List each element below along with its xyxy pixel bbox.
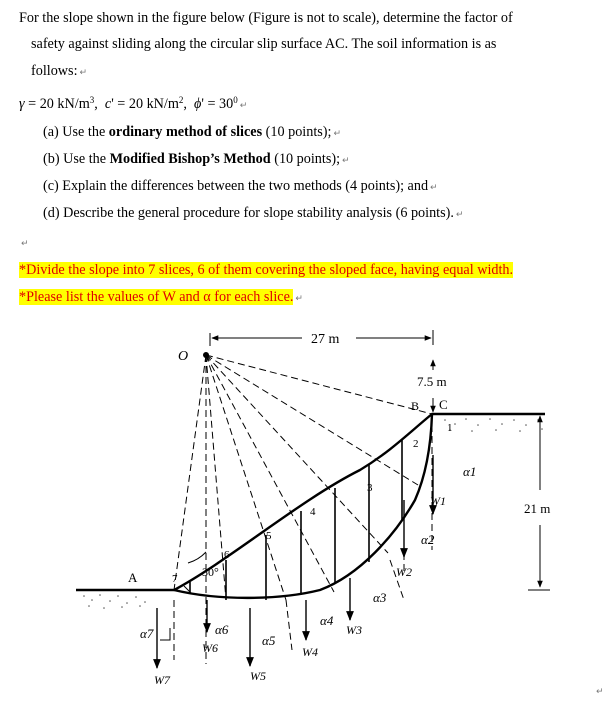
gamma-symbol: γ <box>19 96 25 112</box>
weight-1-label: W1 <box>430 494 446 508</box>
alpha-5-label: α5 <box>262 633 276 648</box>
center-label: O <box>178 349 189 364</box>
paragraph-mark-icon: ↵ <box>342 156 350 166</box>
part-a-post: (10 points); <box>262 124 332 140</box>
part-d-text: (d) Describe the general procedure for slope stability analysis (6 points). <box>43 205 454 221</box>
slice-number-1: 1 <box>447 422 453 434</box>
slice-number-7: 7 <box>172 573 178 585</box>
intro-line-2: safety against sliding along the circular slip surface AC. The soil information is as <box>31 36 497 52</box>
paragraph-mark-icon: ↵ <box>430 183 438 193</box>
paragraph-mark-icon: ↵ <box>333 129 341 139</box>
alpha-3-label: α3 <box>373 590 387 605</box>
intro-line-1: For the slope shown in the figure below (Figure is not to scale), determine the factor of <box>19 10 513 26</box>
alpha-4-label: α4 <box>320 613 334 628</box>
alpha-2-label: α2 <box>421 532 435 547</box>
dimension-lines <box>160 330 550 640</box>
c-value: ' = 20 kN/m <box>111 96 179 112</box>
paragraph-mark-icon: ↵ <box>21 239 29 249</box>
weight-7-label: W7 <box>154 673 170 687</box>
gamma-value: = 20 kN/m <box>24 96 90 112</box>
angle-arc <box>188 552 206 563</box>
angle-label: 30° <box>202 565 219 579</box>
part-c-text: (c) Explain the differences between the two methods (4 points); and <box>43 178 429 194</box>
end-paragraph <box>594 682 604 701</box>
phi-value: ' = 30 <box>201 96 234 112</box>
alpha-6-label: α6 <box>215 622 229 637</box>
weight-4-label: W4 <box>302 645 318 659</box>
paragraph-mark-icon: ↵ <box>79 68 88 78</box>
paragraph-mark-icon: ↵ <box>239 101 248 111</box>
center-point <box>203 352 209 358</box>
weight-arrows <box>157 455 433 668</box>
part-a-bold: ordinary method of slices <box>108 124 263 140</box>
point-b-label: B <box>411 399 420 413</box>
dim-top-label: 7.5 m <box>417 374 447 389</box>
part-b-pre: (b) Use the <box>43 151 110 167</box>
gamma-exponent: 3 <box>89 95 95 105</box>
slice-number-5: 5 <box>266 530 272 542</box>
slice-number-2: 2 <box>413 438 419 450</box>
weight-5-label: W5 <box>250 669 266 683</box>
phi-symbol: ϕ <box>194 96 202 112</box>
part-a-pre: (a) Use the <box>43 124 109 140</box>
dim-height-label: 21 m <box>524 501 551 516</box>
weight-2-label: W2 <box>396 565 412 579</box>
point-a-label: A <box>128 570 138 585</box>
dim-width-label: 27 m <box>311 332 340 347</box>
alpha-1-label: α1 <box>463 464 477 479</box>
intro-line-3-text: follows: <box>31 63 78 79</box>
weight-3-label: W3 <box>346 623 362 637</box>
paragraph-mark-icon: ↵ <box>596 687 604 697</box>
figure-labels <box>128 332 550 687</box>
part-b-bold: Modified Bishop’s Method <box>109 151 271 167</box>
slice-number-3: 3 <box>367 482 373 494</box>
weight-6-label: W6 <box>202 641 218 655</box>
point-c-label: C <box>439 397 448 412</box>
part-b-post: (10 points); <box>270 151 341 167</box>
alpha-7-label: α7 <box>140 626 154 641</box>
c-symbol: c <box>104 96 112 112</box>
slice-number-6: 6 <box>224 549 230 561</box>
slope-surface <box>76 414 545 590</box>
phi-exponent: 0 <box>233 95 238 105</box>
paragraph-mark-icon: ↵ <box>295 294 303 304</box>
radial-lines <box>174 355 432 664</box>
soil-parameters: γ = 20 $kN/m^3$, c' = 20 $kN/m^2$, $\phi' = 30^0↵$ <box>19 95 248 112</box>
note-1-text: *Divide the slope into 7 slices, 6 of them covering the sloped face, having equal width. <box>19 262 514 278</box>
note-2-text: *Please list the values of W and α for each slice. <box>19 289 294 305</box>
paragraph-mark-icon: ↵ <box>455 210 464 220</box>
c-exponent: 2 <box>178 95 184 105</box>
slice-number-4: 4 <box>310 506 316 518</box>
